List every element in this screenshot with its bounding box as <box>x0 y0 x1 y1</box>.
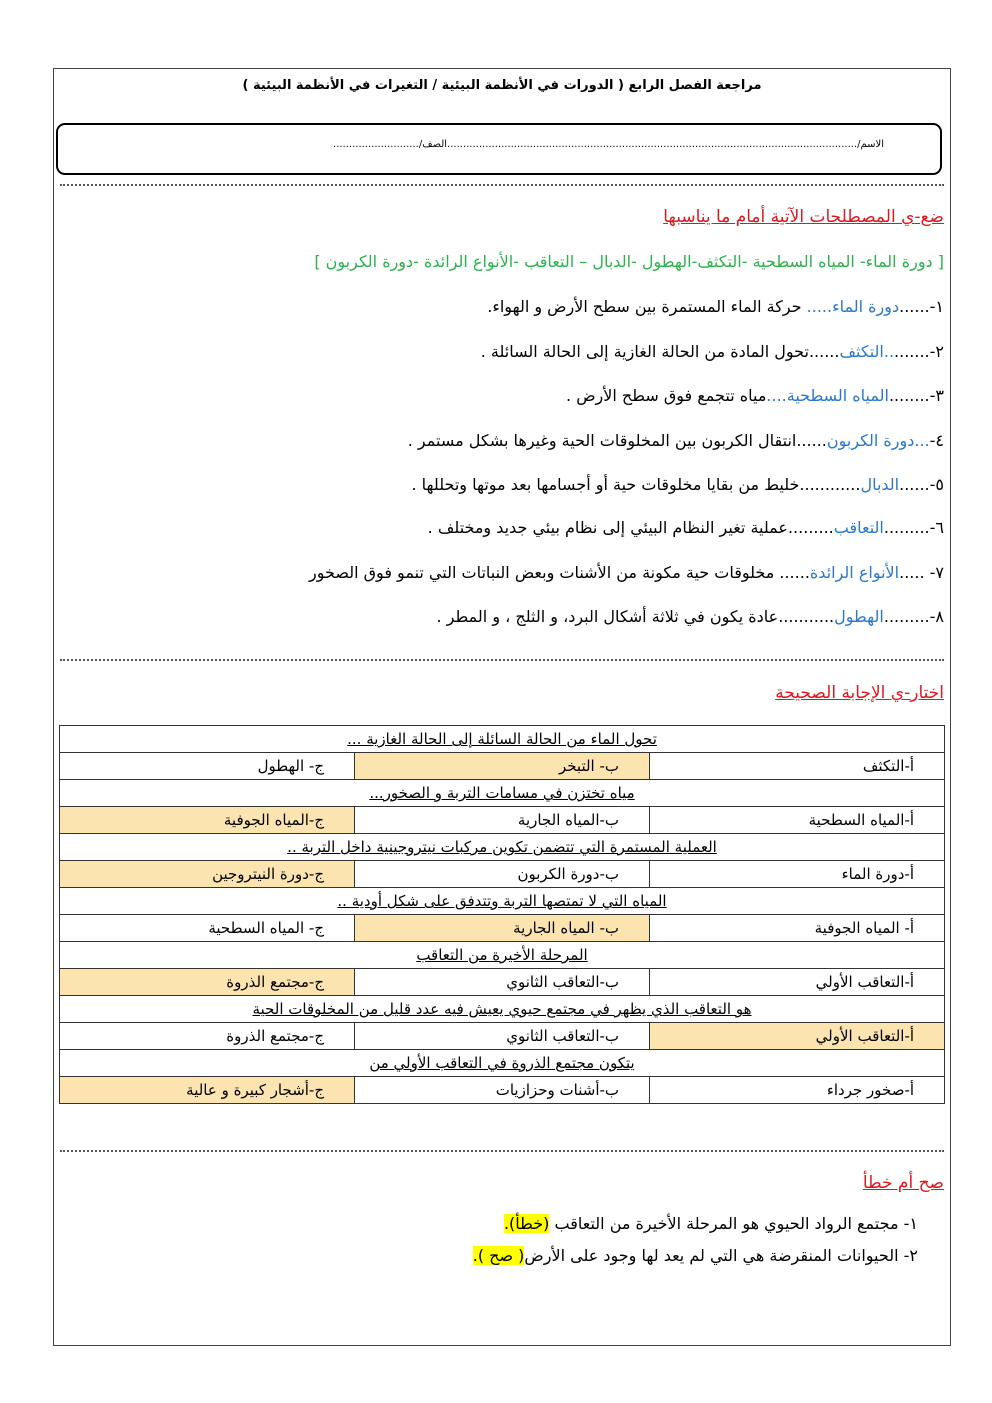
fill-item-7 <box>309 563 944 582</box>
option-a[interactable]: أ-صخور جرداء <box>650 1077 945 1104</box>
name-line: الاسم/.................................................................................................................................الصف/........................... <box>333 139 884 150</box>
item-prefix: ٢-....... <box>894 342 944 361</box>
options-row <box>60 807 945 834</box>
tf-number: ٢- <box>903 1246 918 1265</box>
item-text: ............خليط من بقايا مخلوقات حية أو أجسامها بعد موتها وتحللها . <box>411 475 861 494</box>
question-text: العملية المستمرة التي تتضمن تكوين مركبات نيتروجينية داخل التربة .. <box>60 834 945 861</box>
option-c[interactable]: ج- الهطول <box>60 753 355 780</box>
question-row <box>60 942 945 969</box>
item-answer: دورة الماء..... <box>806 297 900 316</box>
option-b[interactable]: ب- التبخر <box>355 753 650 780</box>
question-row <box>60 834 945 861</box>
fill-item-4 <box>408 431 944 450</box>
tf-item-2 <box>473 1246 918 1265</box>
item-prefix: ٥-...... <box>899 475 944 494</box>
option-a[interactable]: أ-التعاقب الأولي <box>650 1023 945 1050</box>
tf-answer-mark: (خطأ). <box>503 1214 550 1233</box>
option-b[interactable]: ب-أشنات وحزازيات <box>355 1077 650 1104</box>
terms-list: [ دورة الماء- المياه السطحية -التكثف-الهطول -الدبال – التعاقب -الأنواع الرائدة -دورة الكربون ] <box>314 252 944 271</box>
question-text: مياه تختزن في مسامات التربة و الصخور... <box>60 780 945 807</box>
options-row <box>60 753 945 780</box>
question-text: المياه التي لا تمتصها التربة وتتدفق على شكل أودية .. <box>60 888 945 915</box>
item-prefix: ٣-........ <box>888 386 944 405</box>
options-row <box>60 1077 945 1104</box>
option-a[interactable]: أ- المياه الجوفية <box>650 915 945 942</box>
item-text: ......تحول المادة من الحالة الغازية إلى الحالة السائلة . <box>480 342 840 361</box>
section2-heading: اختار-ي الإجابة الصحيحة <box>775 683 944 703</box>
tf-answer-mark: ( صح ). <box>472 1246 525 1265</box>
item-answer: التعاقب <box>833 518 884 537</box>
section1-heading: ضع-ي المصطلحات الآتية أمام ما يناسبها <box>663 207 944 227</box>
options-row <box>60 1023 945 1050</box>
item-answer: المياه السطحية.... <box>766 386 889 405</box>
item-text: حركة الماء المستمرة بين سطح الأرض و الهواء. <box>487 297 807 316</box>
section3-heading: صح أم خطأ <box>862 1173 944 1193</box>
fill-item-8 <box>437 607 944 626</box>
option-a[interactable]: أ-التعاقب الأولي <box>650 969 945 996</box>
item-prefix: ٦-......... <box>883 518 944 537</box>
item-text: مياه تتجمع فوق سطح الأرض . <box>566 386 767 405</box>
item-text: ...........عادة يكون في ثلاثة أشكال البرد، و الثلج ، و المطر . <box>436 607 835 626</box>
option-b[interactable]: ب- المياه الجارية <box>355 915 650 942</box>
name-class-field[interactable] <box>56 123 942 175</box>
option-b[interactable]: ب-المياه الجارية <box>355 807 650 834</box>
item-answer: الدبال <box>860 475 900 494</box>
option-c[interactable]: ج-دورة النيتروجين <box>60 861 355 888</box>
divider <box>60 659 944 661</box>
option-c[interactable]: ج-مجتمع الذروة <box>60 1023 355 1050</box>
option-a[interactable]: أ-التكثف <box>650 753 945 780</box>
question-text: هو التعاقب الذي يظهر في مجتمع حيوي يعيش فيه عدد قليل من المخلوقات الحية <box>60 996 945 1023</box>
question-text: يتكون مجتمع الذروة في التعاقب الأولي من <box>60 1050 945 1077</box>
option-c[interactable]: ج- المياه السطحية <box>60 915 355 942</box>
option-b[interactable]: ب-التعاقب الثانوي <box>355 969 650 996</box>
fill-item-2 <box>481 342 944 361</box>
item-text: .........عملية تغير النظام البيئي إلى نظام بيئي جديد ومختلف . <box>427 518 834 537</box>
item-answer: الهطول <box>834 607 884 626</box>
question-text: المرحلة الأخيرة من التعاقب <box>60 942 945 969</box>
fill-item-6 <box>428 518 944 537</box>
option-a[interactable]: أ-المياه السطحية <box>650 807 945 834</box>
item-answer: ..التكثف <box>839 342 895 361</box>
tf-number: ١- <box>903 1214 918 1233</box>
question-row <box>60 1050 945 1077</box>
options-row <box>60 915 945 942</box>
options-row <box>60 861 945 888</box>
mcq-table <box>59 725 945 1104</box>
option-c[interactable]: ج-مجتمع الذروة <box>60 969 355 996</box>
option-c[interactable]: ج-المياه الجوفية <box>60 807 355 834</box>
item-text: ...... مخلوقات حية مكونة من الأشنات وبعض النباتات التي تنمو فوق الصخور <box>309 563 810 582</box>
item-text: ......انتقال الكربون بين المخلوقات الحية وغيرها بشكل مستمر . <box>407 431 827 450</box>
question-row <box>60 996 945 1023</box>
option-c[interactable]: ج-أشجار كبيرة و عالية <box>60 1077 355 1104</box>
tf-statement: مجتمع الرواد الحيوي هو المرحلة الأخيرة من التعاقب <box>549 1214 899 1233</box>
fill-item-5 <box>411 475 944 494</box>
question-row <box>60 780 945 807</box>
item-prefix: ١-...... <box>899 297 944 316</box>
item-prefix: ٧- ..... <box>899 563 944 582</box>
item-answer: ...دورة الكربون <box>826 431 930 450</box>
question-row <box>60 726 945 753</box>
divider <box>60 184 944 186</box>
divider <box>60 1150 944 1152</box>
tf-statement: الحيوانات المنقرضة هي التي لم يعد لها وجود على الأرض <box>524 1246 899 1265</box>
fill-item-3 <box>566 386 944 405</box>
item-prefix: ٤- <box>929 431 944 450</box>
question-text: تحول الماء من الحالة السائلة إلى الحالة الغازية ... <box>60 726 945 753</box>
page-title: مراجعة الفصل الرابع ( الدورات في الأنظمة البيئية / التغيرات في الأنظمة البيئية ) <box>242 78 762 93</box>
option-b[interactable]: ب-التعاقب الثانوي <box>355 1023 650 1050</box>
tf-item-1 <box>504 1214 918 1233</box>
fill-item-1 <box>487 297 944 316</box>
item-answer: الأنواع الرائدة <box>809 563 900 582</box>
options-row <box>60 969 945 996</box>
option-a[interactable]: أ-دورة الماء <box>650 861 945 888</box>
item-prefix: ٨-......... <box>883 607 944 626</box>
question-row <box>60 888 945 915</box>
option-b[interactable]: ب-دورة الكربون <box>355 861 650 888</box>
